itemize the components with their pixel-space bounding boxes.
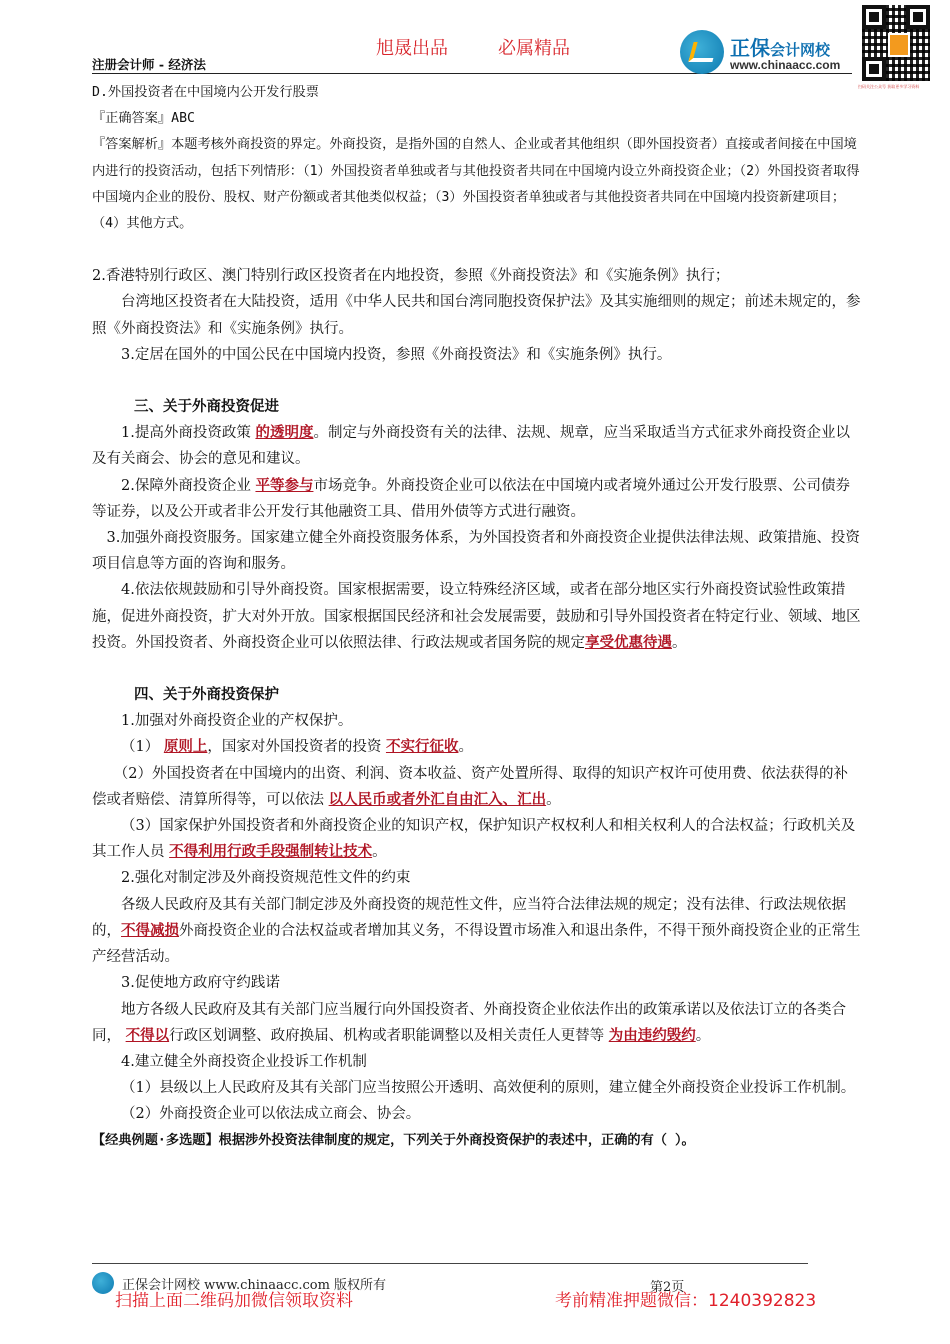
- option-d: D.外国投资者在中国境内公开发行股票: [92, 85, 319, 100]
- logo-sub: 会计网校: [770, 41, 831, 59]
- header-slogan-right: 必属精品: [498, 38, 570, 59]
- course-title: 注册会计师 - 经济法: [92, 57, 206, 72]
- footer-promo-left: 扫描上面二维码加微信领取资料: [115, 1291, 353, 1311]
- highlight-equal-participation: 平等参与: [255, 476, 314, 494]
- highlight-breach-contract: 为由违约毁约: [608, 1026, 696, 1044]
- header-slogan-left: 旭晟出品: [376, 38, 448, 59]
- footer-divider: [92, 1263, 808, 1264]
- correct-answer: 『正确答案』ABC: [92, 111, 195, 127]
- logo-title: [730, 32, 830, 61]
- header-divider: [92, 73, 852, 74]
- protection-item-2: 2.强化对制定涉及外商投资规范性文件的约束: [121, 870, 411, 887]
- highlight-free-remittance: 以人民币或者外汇自由汇入、汇出: [328, 790, 547, 808]
- highlight-preferential-treatment: 享受优惠待遇: [585, 633, 672, 651]
- answer-explanation: 『答案解析』本题考核外商投资的界定。外商投资，是指外国的自然人、企业或者其他组织（即外国投资者）直接或者间接在中国境内进行的投资活动，包括下列情形：（1）外国投资者单独或者与其他投资者共同在中国境内设立外商投资企业；（2）外国投资者取得中国境内企业的股份、股权、财产份额或者其他类似权益；（3）外国投资者单独或者与其他投资者共同在中国境内投资新建项目；（4）其他方式。: [92, 137, 860, 232]
- hk-macau-rule: 2.香港特别行政区、澳门特别行政区投资者在内地投资，参照《外商投资法》和《实施条例》执行；: [92, 268, 730, 285]
- protection-item-3: 3.促使地方政府守约践诺: [121, 975, 280, 992]
- highlight-no-impairment: 不得减损: [121, 921, 179, 939]
- logo-name: 正保: [730, 36, 770, 60]
- promotion-item-1: 1.提高外商投资政策 的透明度。制定与外商投资有关的法律、法规、规章，应当采取适当方式征求外商投资企业以及有关商会、协会的意见和建议。: [92, 424, 850, 468]
- highlight-no-expropriation: 不实行征收: [385, 738, 459, 756]
- highlight-shall-not: 不得以: [125, 1026, 170, 1044]
- promotion-item-4: 4.依法依规鼓励和引导外商投资。国家根据需要，设立特殊经济区域，或者在部分地区实行外商投资试验性政策措施，促进外商投资，扩大对外开放。国家根据国民经济和社会发展需要，鼓励和引导外国投资者在特定行业、领域、地区投资。外国投资者、外商投资企业可以依照法律、行政法规或者国务院的规定享受优惠待遇。: [92, 582, 861, 651]
- protection-item-4: 4.建立健全外商投资企业投诉工作机制: [121, 1053, 367, 1070]
- page-number: 第2页: [650, 1280, 685, 1295]
- protection-item-3-body: 地方各级人民政府及其有关部门应当履行向外国投资者、外商投资企业依法作出的政策承诺以及依法订立的各类合同， 不得以行政区划调整、政府换届、机构或者职能调整以及相关责任人更替等 为由违约毁约。: [92, 1001, 846, 1044]
- section-heading-protection: 四、关于外商投资保护: [134, 687, 279, 704]
- protection-item-4-2: （2）外商投资企业可以依法成立商会、协会。: [121, 1106, 421, 1123]
- promotion-item-2: 2.保障外商投资企业 平等参与市场竞争。外商投资企业可以依法在中国境内或者境外通过公开发行股票、公司债券等证券，以及公开或者非公开发行其他融资工具、借用外债等方式进行融资。: [92, 476, 850, 520]
- protection-item-2-body: 各级人民政府及其有关部门制定涉及外商投资的规范性文件，应当符合法律法规的规定；没有法律、行政法规依据的，不得减损外商投资企业的合法权益或者增加其义务，不得设置市场准入和退出条件，不得干预外商投资企业的正常生产经营活动。: [92, 896, 861, 966]
- promotion-item-3: 3.加强外商投资服务。国家建立健全外商投资服务体系，为外国投资者和外商投资企业提供法律法规、政策措施、投资项目信息等方面的咨询和服务。: [92, 530, 860, 573]
- highlight-in-principle: 原则上: [163, 738, 208, 756]
- footer-logo-icon: [92, 1272, 114, 1294]
- chinaacc-logo-icon: [680, 30, 724, 74]
- qr-caption: 扫码关注公众号 获取更多学习资料: [858, 84, 920, 89]
- protection-item-1-3: （3）国家保护外国投资者和外商投资企业的知识产权，保护知识产权权利人和相关权利人的合法权益；行政机关及其工作人员 不得利用行政手段强制转让技术。: [92, 818, 856, 861]
- protection-item-1-2: （2）外国投资者在中国境内的出资、利润、资本收益、资产处置所得、取得的知识产权许可使用费、依法获得的补偿或者赔偿、清算所得等，可以依法 以人民币或者外汇自由汇入、汇出。: [92, 765, 848, 808]
- highlight-no-forced-tech-transfer: 不得利用行政手段强制转让技术: [169, 843, 373, 861]
- section-heading-promotion: 三、关于外商投资促进: [134, 399, 279, 416]
- taiwan-rule: 台湾地区投资者在大陆投资，适用《中华人民共和国台湾同胞投资保护法》及其实施细则的规定；前述未规定的，参照《外商投资法》和《实施条例》执行。: [92, 294, 861, 337]
- highlight-transparency: 的透明度: [255, 424, 314, 442]
- example-question: 【经典例题·多选题】根据涉外投资法律制度的规定，下列关于外商投资保护的表述中，正确的有（ ）。: [92, 1132, 695, 1148]
- footer-copyright: 正保会计网校 www.chinaacc.com 版权所有: [122, 1278, 387, 1293]
- overseas-chinese-rule: 3.定居在国外的中国公民在中国境内投资，参照《外商投资法》和《实施条例》执行。: [121, 346, 672, 363]
- footer-promo-right: 考前精准押题微信：1240392823: [555, 1291, 817, 1311]
- protection-item-1: 1.加强对外商投资企业的产权保护。: [121, 713, 353, 730]
- qr-code-icon: [862, 5, 930, 81]
- logo-url: www.chinaacc.com: [730, 58, 841, 72]
- protection-item-4-1: （1）县级以上人民政府及其有关部门应当按照公开透明、高效便利的原则，建立健全外商投资企业投诉工作机制。: [121, 1080, 856, 1097]
- document-body: [92, 80, 862, 1154]
- protection-item-1-1: （1） 原则上，国家对外国投资者的投资 不实行征收。: [121, 738, 473, 756]
